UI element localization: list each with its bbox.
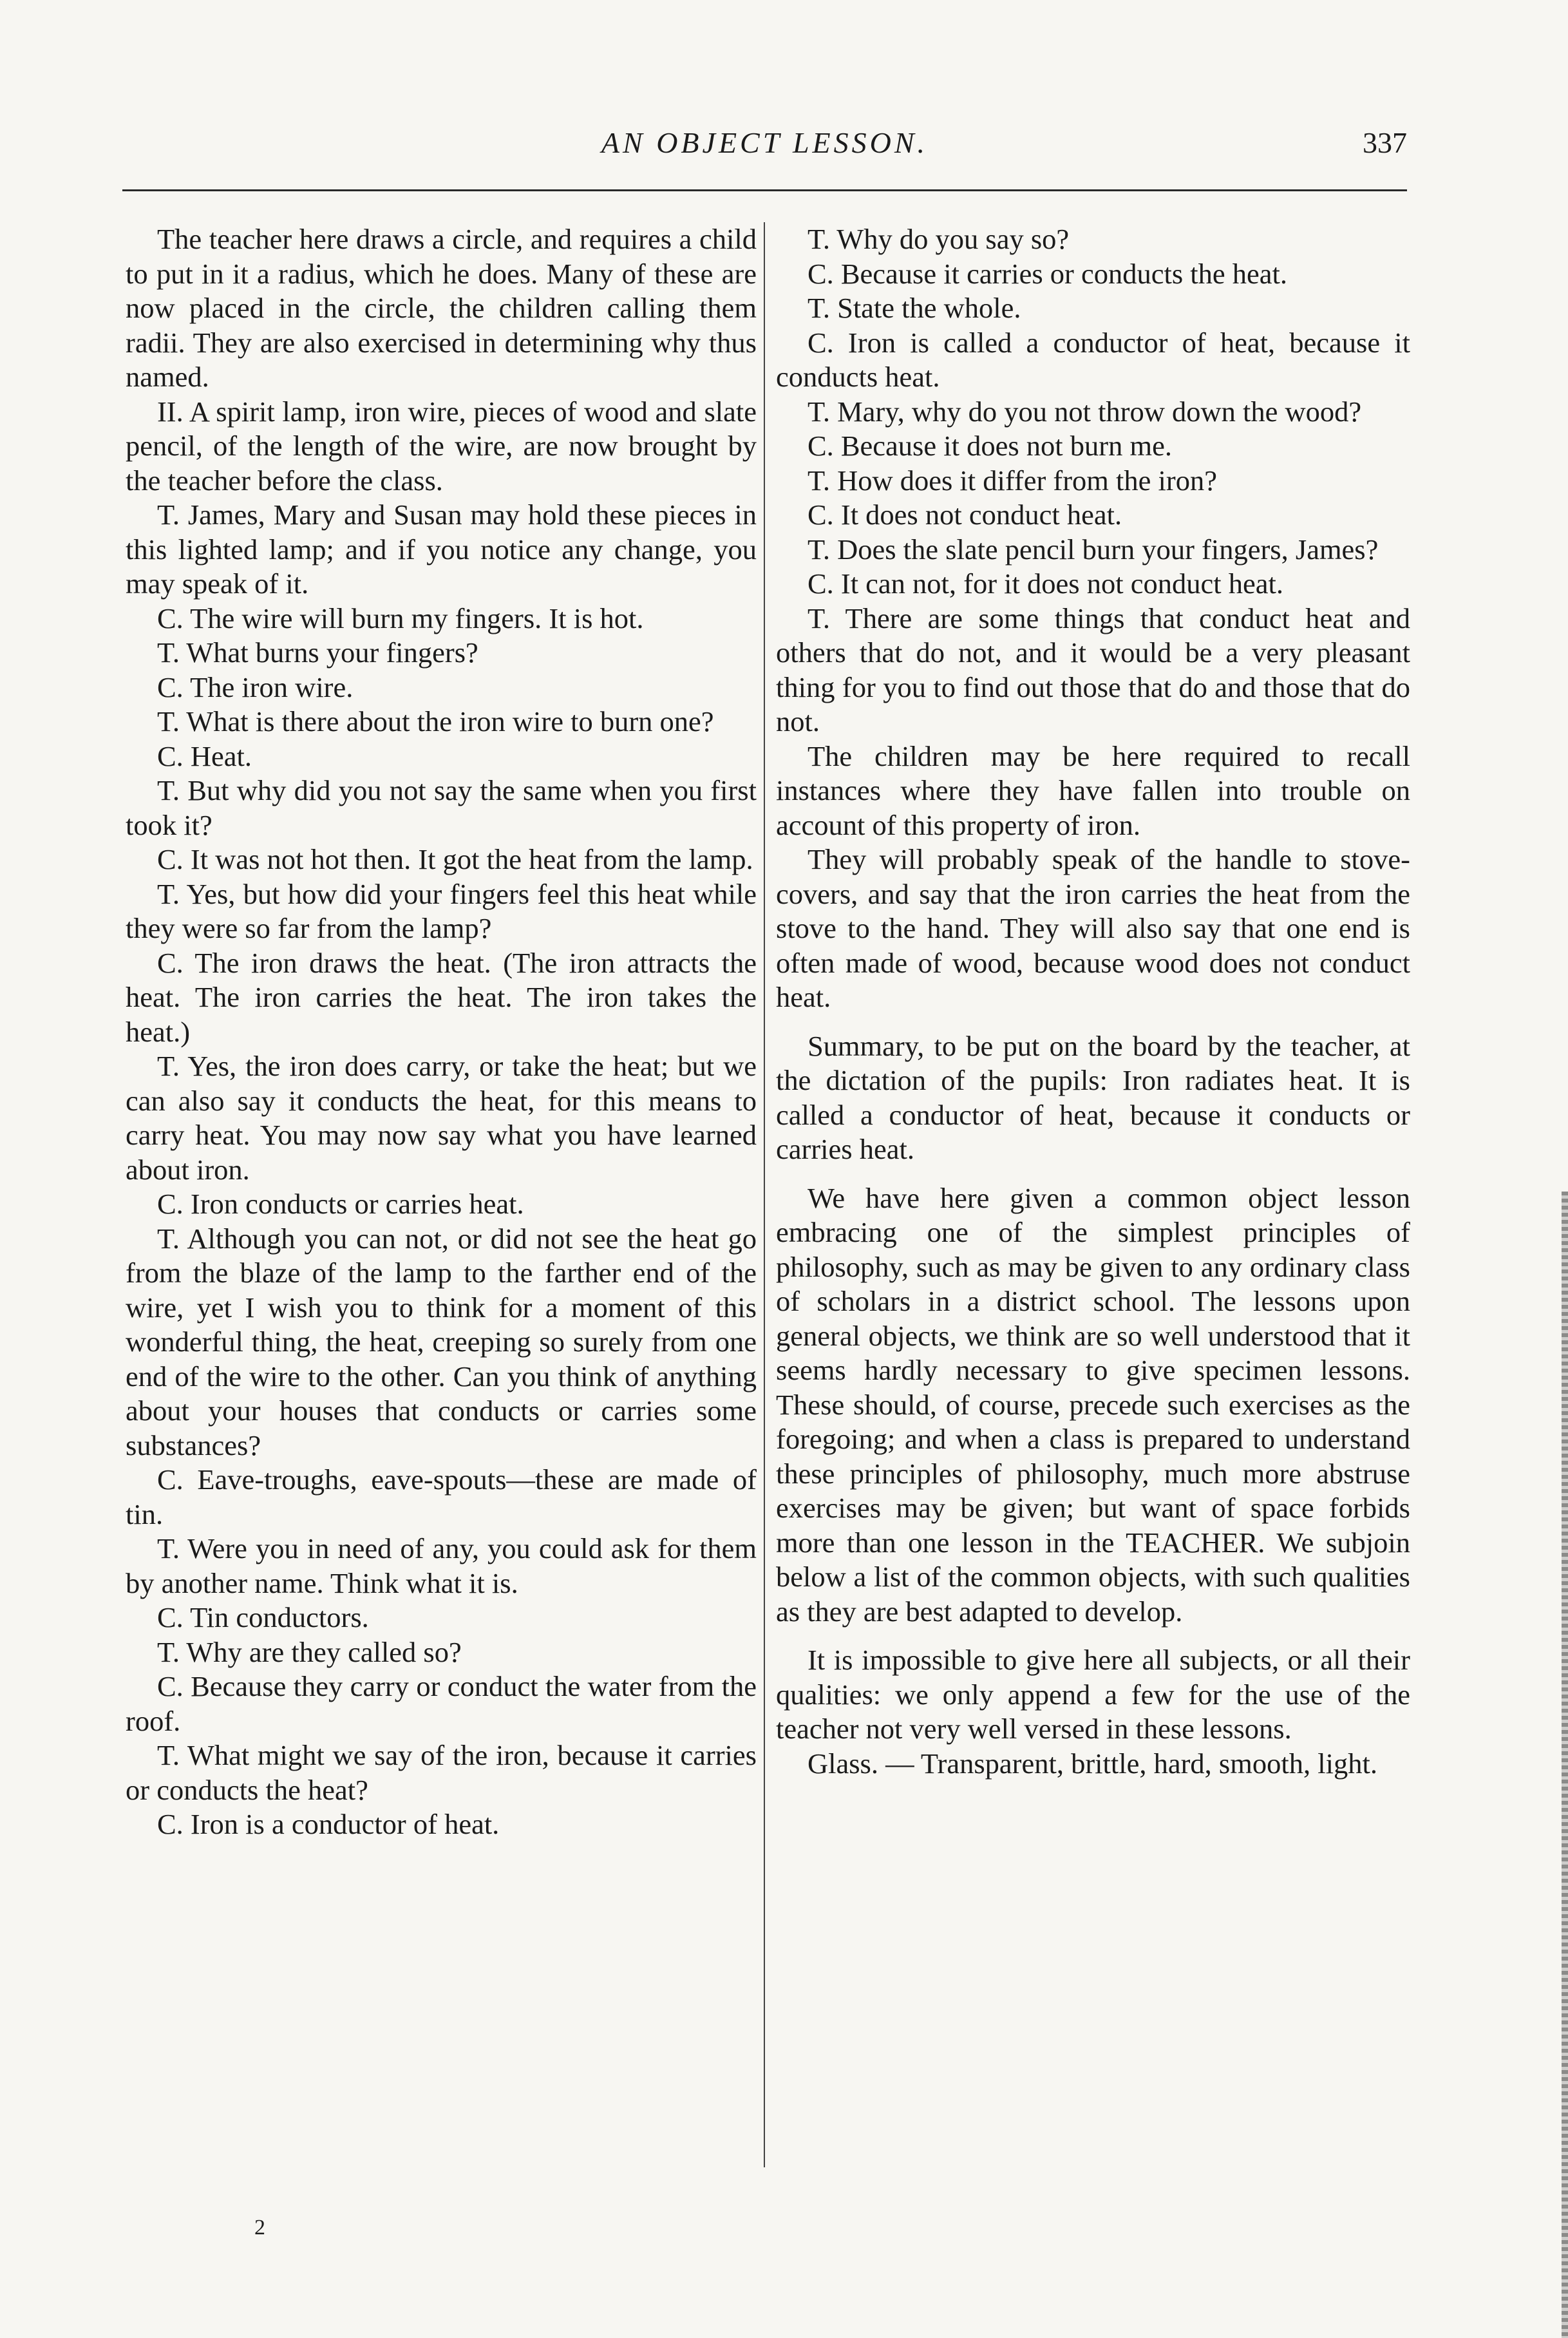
paragraph: C. It does not conduct heat. — [807, 499, 1122, 531]
signature-mark: 2 — [254, 2216, 265, 2239]
paragraph: T. Were you in need of any, you could ask for them by another name. Think what it is. — [126, 1532, 757, 1599]
paragraph: C. Eave-troughs, eave-spouts—these are made of tin. — [126, 1463, 757, 1530]
paragraph: C. Because they carry or conduct the water from the roof. — [126, 1670, 757, 1737]
paragraph: C. Tin conductors. — [156, 1601, 369, 1633]
column-divider — [764, 222, 765, 2167]
paragraph: Glass. — Transparent, brittle, hard, smooth, light. — [807, 1747, 1377, 1780]
paragraph: Summary, to be put on the board by the teacher, at the dictation of the pupils: Iron radiates heat. It is called a conductor of heat, because it conducts or carries heat. — [776, 1029, 1410, 1165]
paragraph: The teacher here draws a circle, and requires a child to put in it a radius, which he does. Many of these are now placed in the circle, the children calling them radii. They are also exercised in determining why thus named. — [126, 223, 757, 393]
paragraph: II. A spirit lamp, iron wire, pieces of wood and slate pencil, of the length of the wire, are now brought by the teacher before the class. — [126, 395, 757, 497]
paragraph: T. Yes, but how did your fingers feel this heat while they were so far from the lamp? — [126, 877, 757, 944]
running-title: AN OBJECT LESSON. — [601, 126, 929, 159]
paragraph: They will probably speak of the handle to stove-covers, and say that the iron carries the heat from the stove to the hand. They will also say that one end is often made of wood, because wood does not conduct heat. — [776, 843, 1410, 1013]
paragraph: C. It was not hot then. It got the heat from the lamp. — [156, 843, 753, 875]
page-number: 337 — [1363, 126, 1407, 159]
paragraph: C. Heat. — [156, 739, 252, 772]
paragraph: C. It can not, for it does not conduct heat. — [807, 567, 1283, 600]
paragraph: T. Yes, the iron does carry, or take the heat; but we can also say it conducts the heat, for this means to carry heat. You may now say what you have learned about iron. — [126, 1050, 757, 1186]
paragraph: C. The iron wire. — [156, 670, 354, 703]
paragraph: C. The wire will burn my fingers. It is hot. — [156, 602, 644, 634]
paragraph: T. Although you can not, or did not see the heat go from the blaze of the lamp to the farther end of the wire, yet I wish you to think for a moment of this wonderful thing, the heat, creeping so surely from one end of the wire to the other. Can you think of anything about your houses that conducts or carries some substances? — [126, 1222, 757, 1461]
paragraph: It is impossible to give here all subjects, or all their qualities: we only append a few for the use of the teacher not very well versed in these lessons. — [776, 1644, 1410, 1745]
right-column — [776, 222, 1410, 1781]
paragraph: T. Does the slate pencil burn your fingers, James? — [807, 533, 1379, 565]
paragraph: We have here given a common object lesson embracing one of the simplest principles of philosophy, such as may be given to any ordinary class of scholars in a district school. The lessons upon general objects, we think are so well understood that it seems hardly necessary to give specimen lessons. These should, of course, precede such exercises as the foregoing; and when a class is prepared to understand these principles of philosophy, much more abstruse exercises may be given; but want of space forbids more than one lesson in the TEACHER. We subjoin below a list of the common objects, with such qualities as they are best adapted to develop. — [776, 1181, 1410, 1628]
paragraph: T. But why did you not say the same when you first took it? — [126, 774, 757, 841]
paragraph: T. Mary, why do you not throw down the wood? — [807, 395, 1362, 428]
paragraph: T. How does it differ from the iron? — [807, 464, 1217, 497]
paragraph: C. The iron draws the heat. (The iron attracts the heat. The iron carries the heat. The iron takes the heat.) — [126, 946, 757, 1048]
paragraph: C. Because it carries or conducts the heat. — [807, 257, 1288, 290]
paragraph: T. There are some things that conduct heat and others that do not, and it would be a very pleasant thing for you to find out those that do and those that do not. — [776, 602, 1410, 737]
paragraph: T. What burns your fingers? — [156, 636, 478, 669]
paragraph: C. Iron conducts or carries heat. — [156, 1188, 524, 1220]
paragraph: T. What is there about the iron wire to burn one? — [156, 705, 714, 737]
scan-edge-artifact — [1562, 1192, 1568, 2338]
paragraph: T. James, Mary and Susan may hold these pieces in this lighted lamp; and if you notice any change, you may speak of it. — [126, 499, 757, 600]
page-header — [122, 126, 1407, 184]
paragraph: T. Why do you say so? — [807, 223, 1070, 255]
paragraph: C. Iron is called a conductor of heat, because it conducts heat. — [776, 326, 1410, 393]
paragraph: C. Because it does not burn me. — [807, 430, 1172, 462]
header-rule — [122, 189, 1407, 191]
paragraph: The children may be here required to recall instances where they have fallen into trouble on account of this property of iron. — [776, 739, 1410, 841]
paragraph: T. State the whole. — [807, 292, 1021, 324]
paragraph: T. What might we say of the iron, because it carries or conducts the heat? — [126, 1739, 757, 1806]
left-column — [126, 222, 757, 1842]
paragraph: T. Why are they called so? — [156, 1635, 462, 1668]
paragraph: C. Iron is a conductor of heat. — [156, 1808, 500, 1840]
